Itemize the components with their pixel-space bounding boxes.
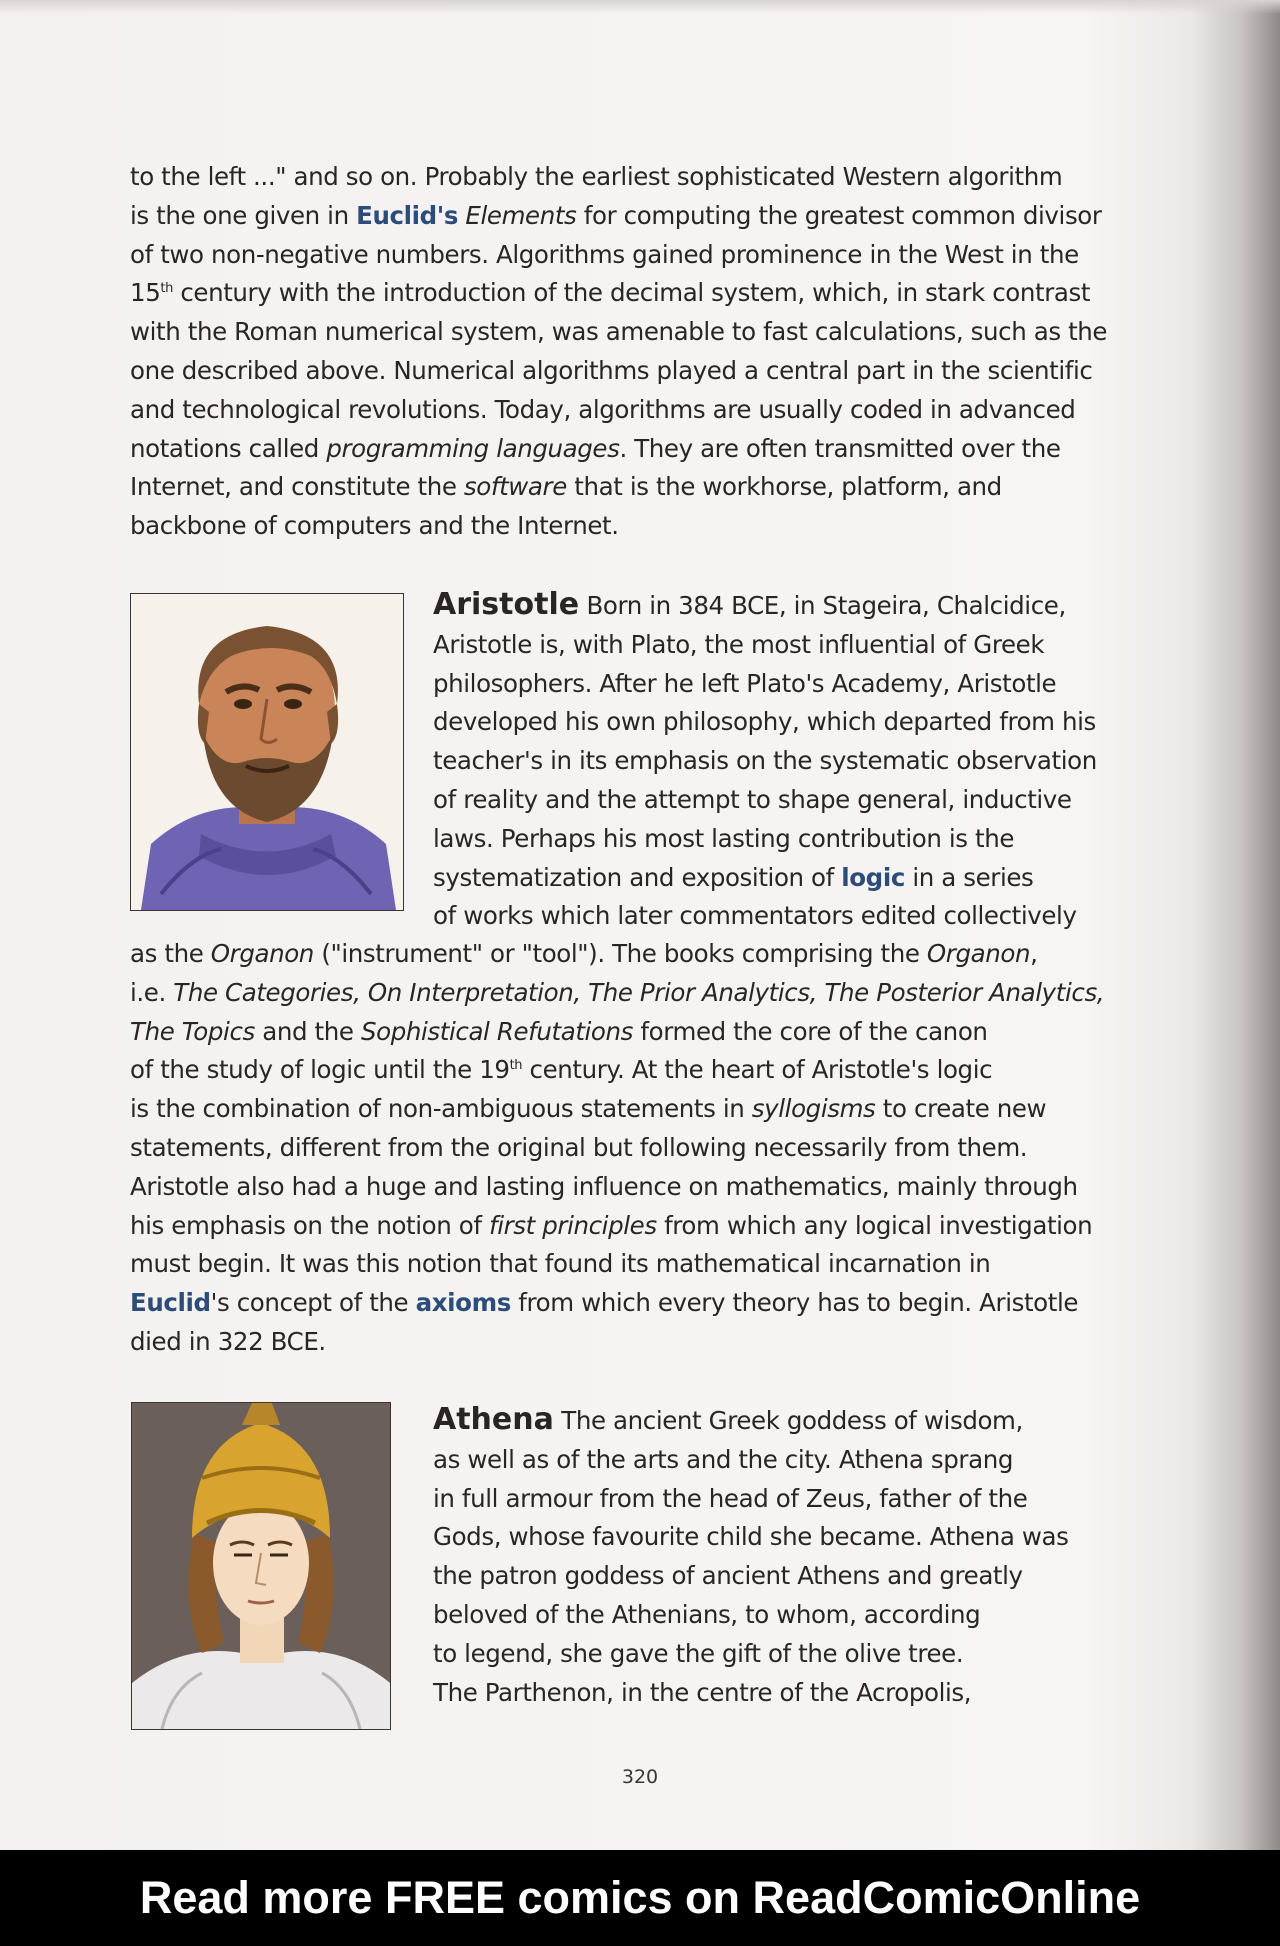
aristotle-bio-full bbox=[130, 935, 1160, 1362]
athena-bio bbox=[433, 1401, 1173, 1712]
text-line: backbone of computers and the Internet. bbox=[130, 511, 619, 541]
text-line: as the Organon ("instrument" or "tool"). The books comprising the Organon, bbox=[130, 939, 1038, 968]
text-line: Gods, whose favourite child she became. Athena was bbox=[433, 1522, 1069, 1552]
text-line: Euclid's concept of the axioms from which every theory has to begin. Aristotle bbox=[130, 1288, 1079, 1318]
text-line: to the left ..." and so on. Probably the earliest sophisticated Western algorithm bbox=[130, 162, 1063, 191]
aristotle-portrait bbox=[130, 593, 404, 911]
page-top-shadow bbox=[0, 0, 1280, 14]
text-line: with the Roman numerical system, was amenable to fast calculations, such as the bbox=[130, 317, 1108, 347]
text-line: is the combination of non-ambiguous statements in syllogisms to create new bbox=[130, 1094, 1047, 1124]
intro-paragraph bbox=[130, 158, 1150, 546]
text-line: i.e. The Categories, On Interpretation, The Prior Analytics, The Posterior Analytics, bbox=[130, 977, 1105, 1007]
aristotle-bio-wrapped bbox=[433, 586, 1173, 936]
text-line: his emphasis on the notion of first principles from which any logical investigation bbox=[130, 1210, 1093, 1240]
euclid-link[interactable]: Euclid's bbox=[356, 200, 459, 230]
aristotle-heading: Aristotle bbox=[433, 587, 580, 622]
text-line: one described above. Numerical algorithms played a central part in the scientific bbox=[130, 355, 1093, 385]
text-line: Aristotle also had a huge and lasting influence on mathematics, mainly through bbox=[130, 1171, 1078, 1201]
text-line: and technological revolutions. Today, algorithms are usually coded in advanced bbox=[130, 394, 1076, 424]
page-number: 320 bbox=[621, 1766, 659, 1788]
text-line: The Topics and the Sophistical Refutations formed the core of the canon bbox=[130, 1016, 988, 1046]
euclid-link[interactable]: Euclid bbox=[130, 1288, 211, 1318]
aristotle-illustration bbox=[131, 594, 403, 910]
text-line: teacher's in its emphasis on the systematic observation bbox=[433, 746, 1097, 776]
text-line: Athena The ancient Greek goddess of wisdom, bbox=[433, 1402, 1023, 1437]
logic-link[interactable]: logic bbox=[841, 862, 905, 892]
text-line: died in 322 BCE. bbox=[130, 1326, 326, 1356]
text-line: developed his own philosophy, which departed from his bbox=[433, 707, 1096, 737]
text-line: must begin. It was this notion that found its mathematical incarnation in bbox=[130, 1249, 991, 1279]
text-line: Internet, and constitute the software that is the workhorse, platform, and bbox=[130, 472, 1002, 502]
athena-illustration bbox=[132, 1403, 390, 1729]
text-line: 15th century with the introduction of the decimal system, which, in stark contrast bbox=[130, 278, 1091, 308]
text-line: beloved of the Athenians, to whom, according bbox=[433, 1599, 981, 1629]
text-line: the patron goddess of ancient Athens and greatly bbox=[433, 1561, 1023, 1591]
text-line: of the study of logic until the 19th century. At the heart of Aristotle's logic bbox=[130, 1055, 993, 1085]
text-line: laws. Perhaps his most lasting contribution is the bbox=[433, 823, 1015, 853]
text-line: to legend, she gave the gift of the olive tree. bbox=[433, 1638, 964, 1668]
text-line: in full armour from the head of Zeus, father of the bbox=[433, 1483, 1028, 1513]
promo-banner[interactable]: Read more FREE comics on ReadComicOnline bbox=[0, 1850, 1280, 1946]
athena-portrait bbox=[131, 1402, 391, 1730]
axioms-link[interactable]: axioms bbox=[415, 1288, 511, 1318]
text-line: of two non-negative numbers. Algorithms gained prominence in the West in the bbox=[130, 239, 1079, 269]
text-line: is the one given in Euclid's Elements for computing the greatest common divisor bbox=[130, 200, 1102, 230]
text-line: The Parthenon, in the centre of the Acropolis, bbox=[433, 1677, 972, 1707]
text-line: philosophers. After he left Plato's Academy, Aristotle bbox=[433, 668, 1057, 698]
text-line: Aristotle is, with Plato, the most influential of Greek bbox=[433, 629, 1045, 659]
text-line: statements, different from the original but following necessarily from them. bbox=[130, 1132, 1028, 1162]
text-line: systematization and exposition of logic in a series bbox=[433, 862, 1034, 892]
text-line: of reality and the attempt to shape general, inductive bbox=[433, 784, 1072, 814]
text-line: notations called programming languages. They are often transmitted over the bbox=[130, 433, 1061, 463]
athena-heading: Athena bbox=[433, 1402, 554, 1437]
text-line: Aristotle Born in 384 BCE, in Stageira, Chalcidice, bbox=[433, 587, 1066, 622]
text-line: as well as of the arts and the city. Athena sprang bbox=[433, 1444, 1013, 1474]
text-line: of works which later commentators edited collectively bbox=[433, 901, 1077, 931]
